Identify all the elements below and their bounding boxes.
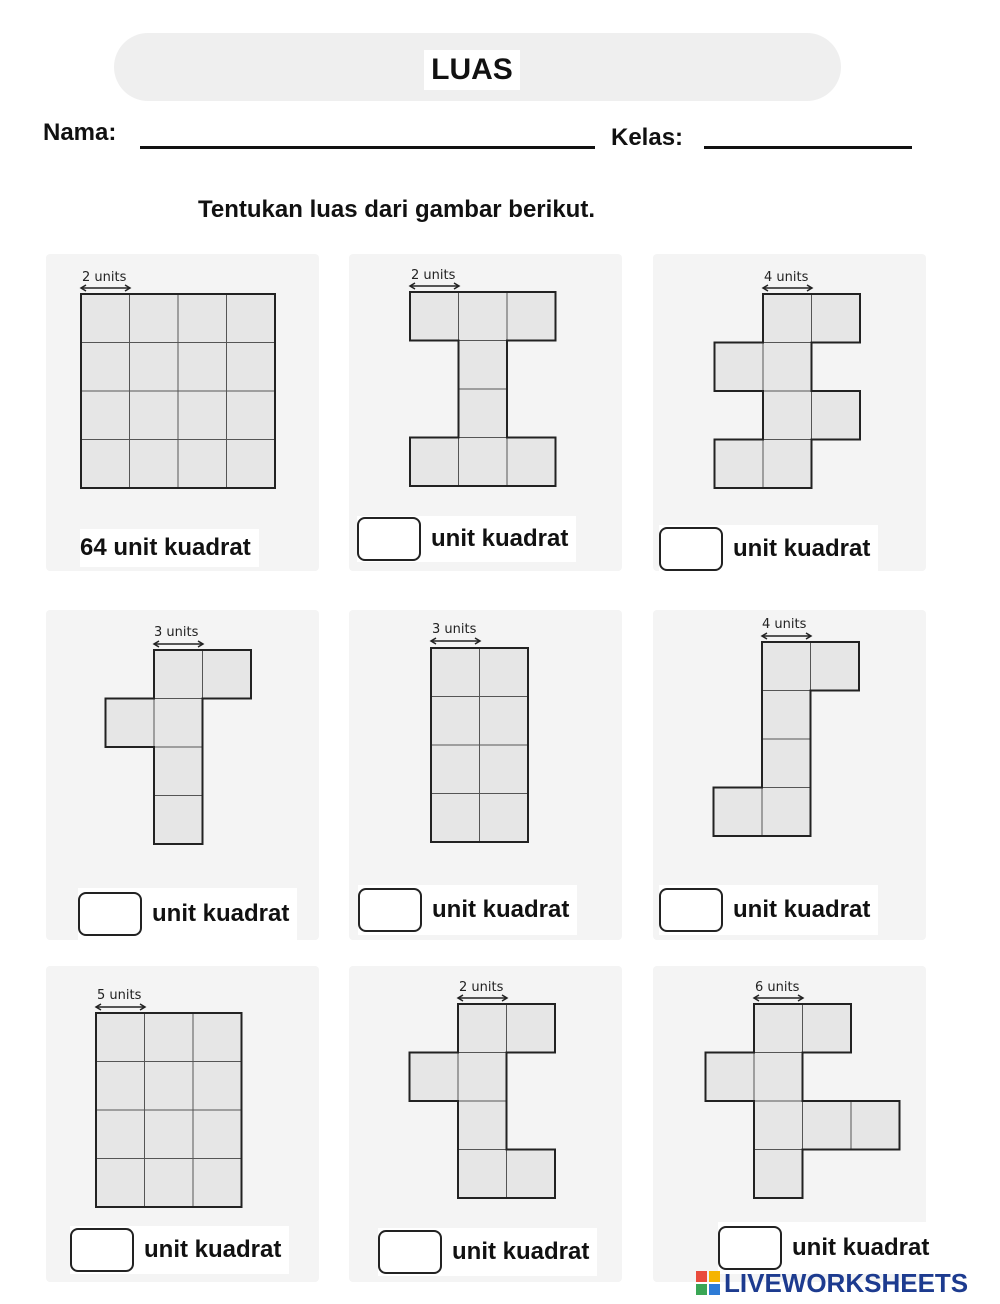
figure-1-dimension: 2 units [82, 270, 127, 285]
figure-9-dimension: 6 units [755, 980, 800, 995]
name-label: Nama: [43, 119, 117, 146]
class-field[interactable] [704, 146, 912, 149]
answer-row-2 [357, 516, 576, 562]
answer-input-8[interactable] [378, 1230, 442, 1274]
answer-row-8 [378, 1228, 597, 1276]
answer-input-3[interactable] [659, 527, 723, 571]
instruction-text: Tentukan luas dari gambar berikut. [198, 196, 595, 223]
unit-label: unit kuadrat [452, 1238, 590, 1265]
answer-input-6[interactable] [659, 888, 723, 932]
unit-label: unit kuadrat [792, 1234, 930, 1261]
figure-5-dimension: 3 units [432, 622, 477, 637]
answer-row-7 [70, 1226, 289, 1274]
figure-6-dimension: 4 units [762, 617, 807, 632]
brand-name: LIVEWORKSHEETS [724, 1267, 969, 1298]
figure-card-3 [653, 254, 926, 571]
answer-input-7[interactable] [70, 1228, 134, 1272]
answer-row-5 [358, 885, 577, 935]
unit-label: unit kuadrat [432, 896, 570, 923]
figure-card-1 [46, 254, 319, 571]
answer-input-5[interactable] [358, 888, 422, 932]
unit-label: unit kuadrat [152, 900, 290, 927]
given-answer: 64 unit kuadrat [80, 534, 251, 561]
figure-1-grid [81, 294, 275, 488]
figure-2-dimension: 2 units [411, 268, 456, 283]
unit-label: unit kuadrat [431, 525, 569, 552]
unit-label: unit kuadrat [733, 896, 871, 923]
figure-3-diagram [653, 254, 926, 571]
figure-1-diagram [46, 254, 319, 571]
unit-label: unit kuadrat [733, 535, 871, 562]
class-label: Kelas: [611, 124, 684, 151]
figure-7-dimension: 5 units [97, 988, 142, 1003]
answer-row-6 [659, 885, 878, 935]
answer-row-4 [78, 888, 297, 940]
figure-8-dimension: 2 units [459, 980, 504, 995]
answer-input-9[interactable] [718, 1226, 782, 1270]
page-title: LUAS [424, 50, 520, 90]
liveworksheets-logo-icon [696, 1271, 720, 1295]
liveworksheets-brand [696, 1266, 968, 1300]
figure-3-dimension: 4 units [764, 270, 809, 285]
answer-row-3 [659, 525, 878, 573]
figure-4-dimension: 3 units [154, 625, 199, 640]
unit-label: unit kuadrat [144, 1236, 282, 1263]
answer-row-1 [80, 529, 259, 567]
answer-input-2[interactable] [357, 517, 421, 561]
name-field[interactable] [140, 146, 595, 149]
answer-input-4[interactable] [78, 892, 142, 936]
